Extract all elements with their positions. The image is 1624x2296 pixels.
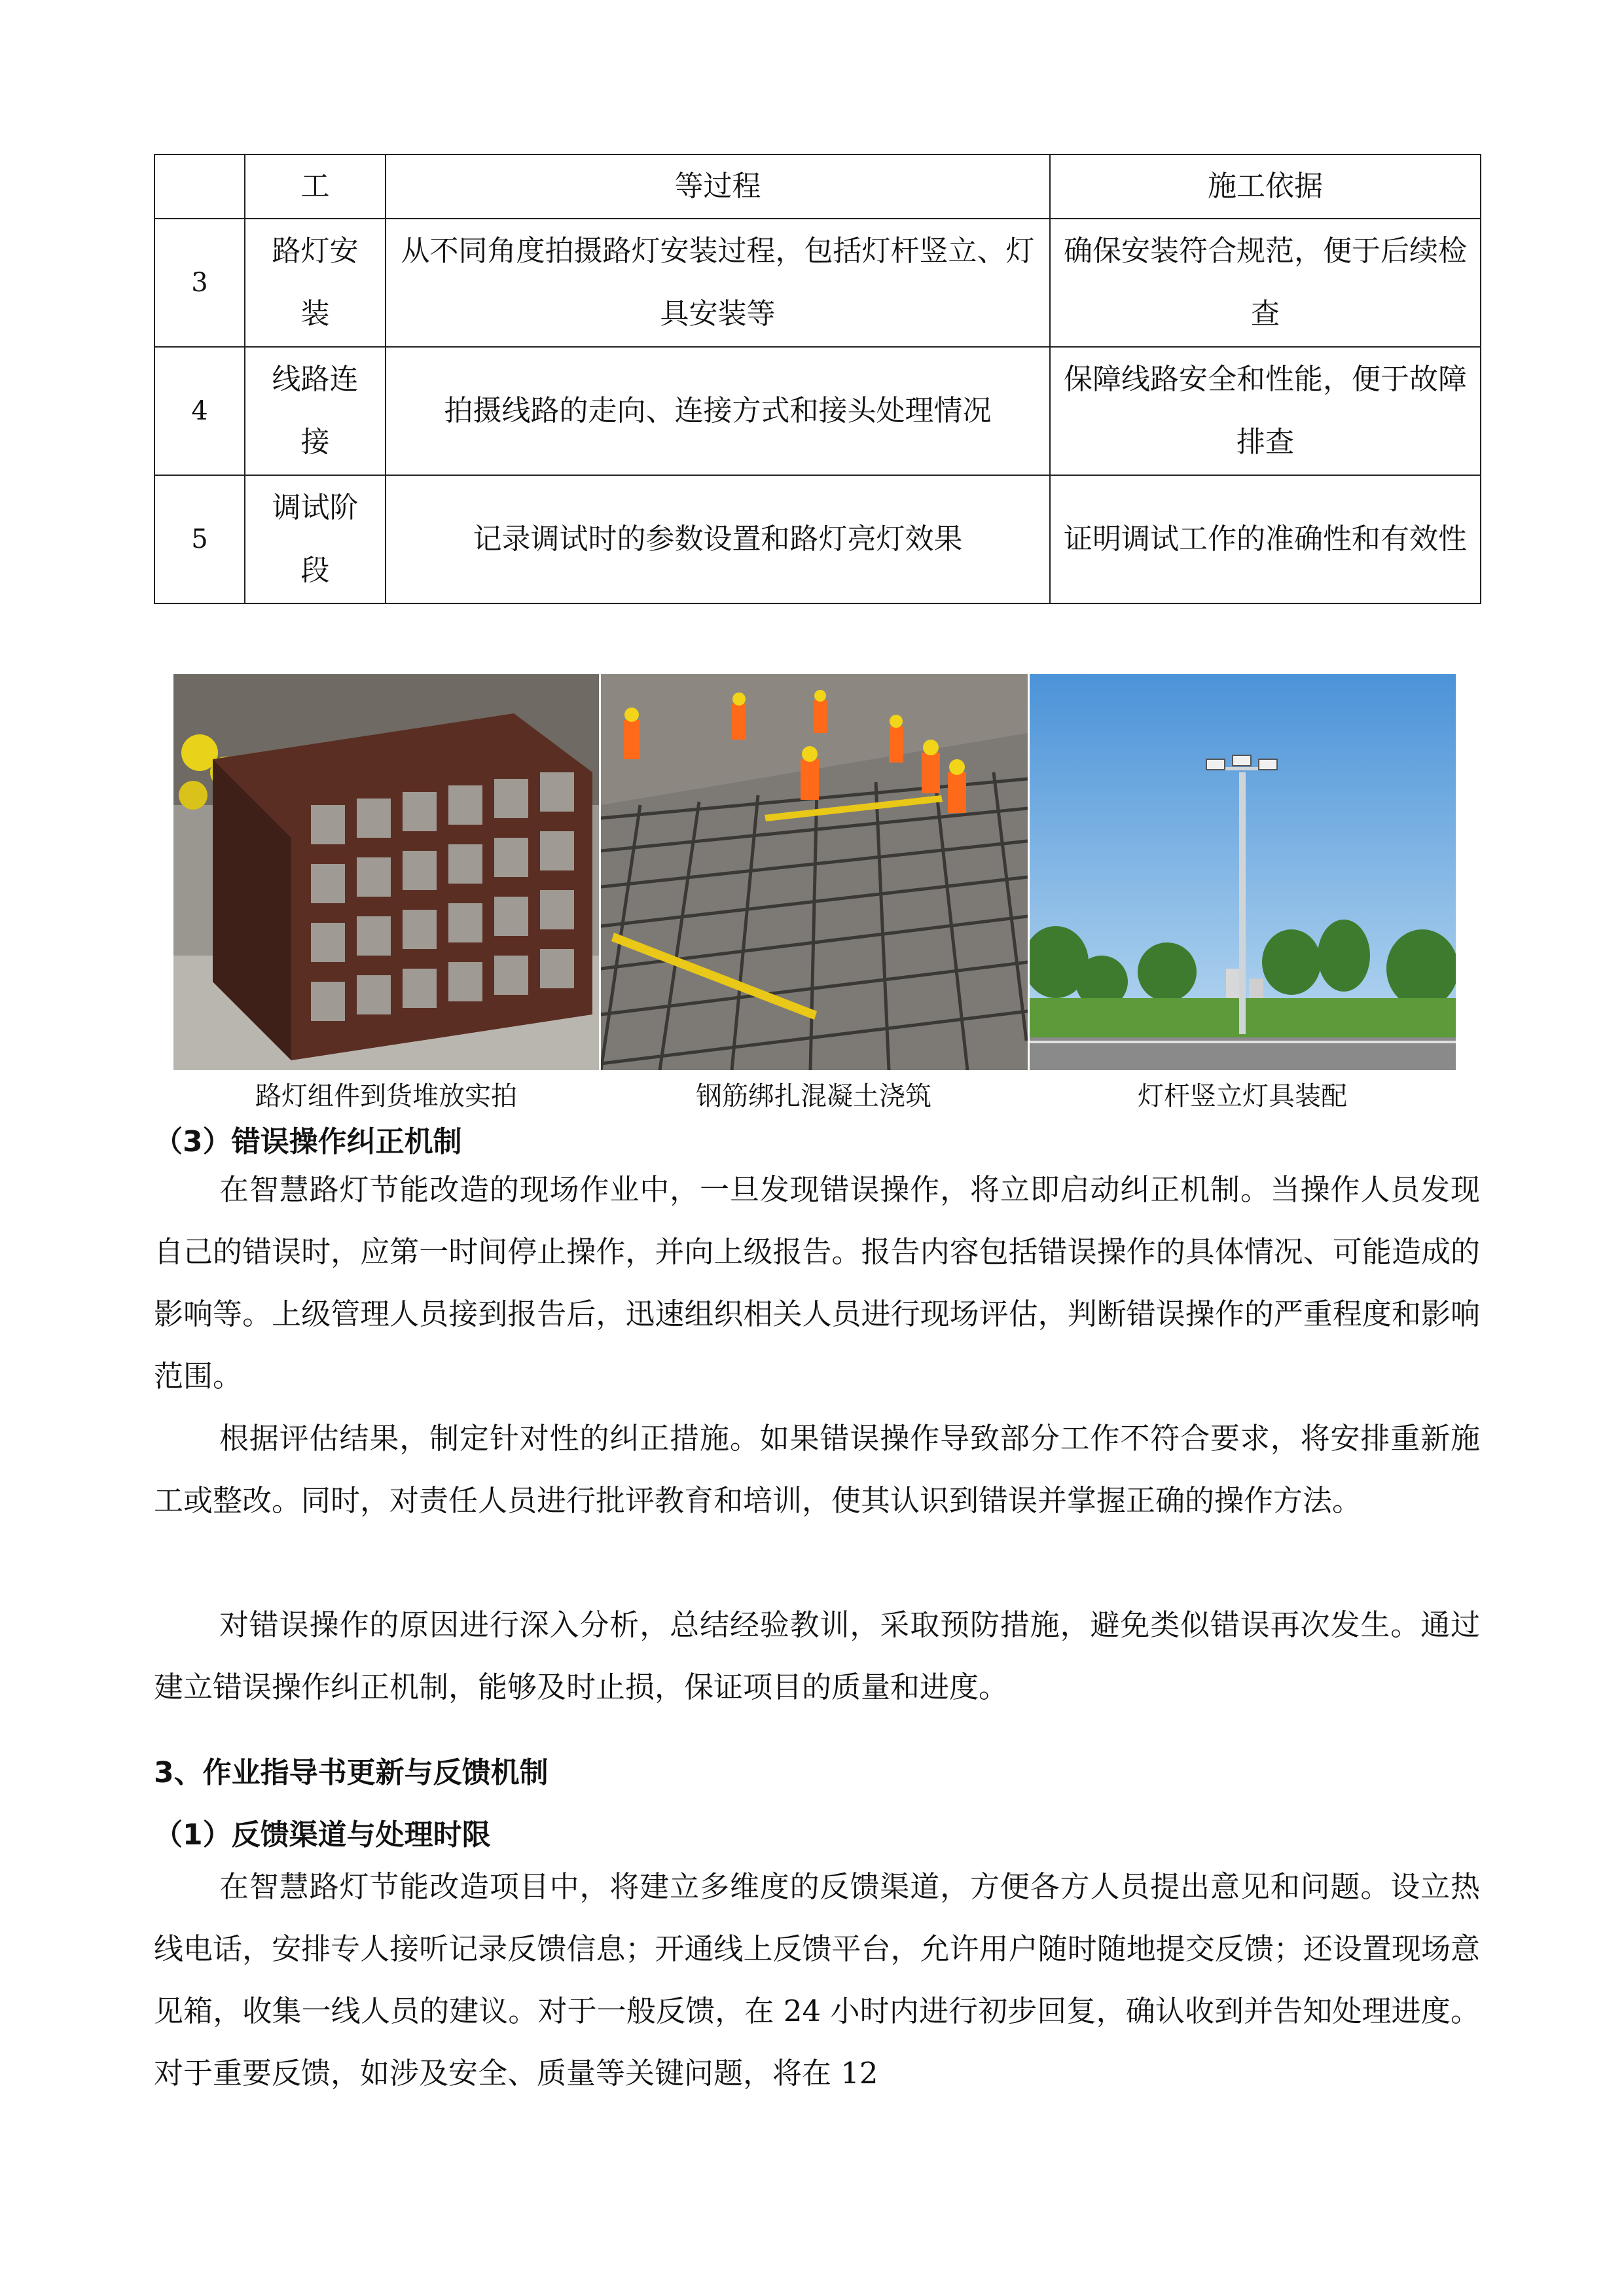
basis-cell: 确保安装符合规范，便于后续检查: [1050, 219, 1481, 347]
stage-line: 路灯安: [272, 234, 359, 268]
basis-cell: 保障线路安全和性能，便于故障排查: [1050, 347, 1481, 475]
paragraph: 对错误操作的原因进行深入分析，总结经验教训，采取预防措施，避免类似错误再次发生。通过建立错误操作纠正机制，能够及时止损，保证项目的质量和进度。: [154, 1607, 1480, 1704]
stage-line: 段: [300, 554, 330, 587]
row-number: 3: [154, 219, 245, 347]
stage-cell: [245, 347, 386, 475]
table-row: [154, 347, 1481, 475]
content-cell: 拍摄线路的走向、连接方式和接头处理情况: [386, 347, 1050, 475]
stage-cell: [245, 475, 386, 603]
stage-line: 线路连: [272, 363, 359, 396]
paragraph: 在智慧路灯节能改造的现场作业中，一旦发现错误操作，将立即启动纠正机制。当操作人员发现自己的错误时，应第一时间停止操作，并向上级报告。报告内容包括错误操作的具体情况、可能造成的影响等。上级管理人员接到报告后，迅速组织相关人员进行现场评估，判断错误操作的严重程度和影响范围。: [154, 1172, 1480, 1393]
figure-caption: 路灯组件到货堆放实拍: [255, 1081, 517, 1111]
stage-cell: [245, 219, 386, 347]
content-cell: 记录调试时的参数设置和路灯亮灯效果: [386, 475, 1050, 603]
photo-rebar-concrete-pouring: [601, 674, 1028, 1070]
figure-caption: 灯杆竖立灯具装配: [1138, 1081, 1347, 1111]
section-heading-guide-update: 3、作业指导书更新与反馈机制: [154, 1756, 549, 1789]
photo-light-components-stacked: [173, 674, 599, 1070]
photo-lamp-pole-installation: [1030, 674, 1456, 1070]
section-heading-feedback-channels: （1）反馈渠道与处理时限: [154, 1818, 491, 1852]
table-cell: 工: [245, 154, 386, 219]
content-cell: 从不同角度拍摄路灯安装过程，包括灯杆竖立、灯具安装等: [386, 219, 1050, 347]
stage-line: 调试阶: [272, 491, 359, 524]
construction-photo-table: [154, 154, 1481, 604]
stage-line: 装: [300, 297, 330, 331]
paragraph: 根据评估结果，制定针对性的纠正措施。如果错误操作导致部分工作不符合要求，将安排重新施工或整改。同时，对责任人员进行批评教育和培训，使其认识到错误并掌握正确的操作方法。: [154, 1421, 1480, 1518]
table-row: [154, 475, 1481, 603]
section-heading-error-correction: （3）错误操作纠正机制: [154, 1125, 462, 1158]
table-header-row: [154, 154, 1481, 219]
stage-line: 接: [300, 425, 330, 459]
table-cell: 等过程: [386, 154, 1050, 219]
basis-cell: 证明调试工作的准确性和有效性: [1050, 475, 1481, 603]
row-number: 5: [154, 475, 245, 603]
table-cell: 施工依据: [1050, 154, 1481, 219]
figure-caption: 钢筋绑扎混凝土浇筑: [696, 1081, 931, 1111]
table-row: [154, 219, 1481, 347]
row-number: 4: [154, 347, 245, 475]
paragraph: 在智慧路灯节能改造项目中，将建立多维度的反馈渠道，方便各方人员提出意见和问题。设立热线电话，安排专人接听记录反馈信息；开通线上反馈平台，允许用户随时随地提交反馈；还设置现场意见箱，收集一线人员的建议。对于一般反馈，在 24 小时内进行初步回复，确认收到并告知处理进度。对于重要反馈，如涉及安全、质量等关键问题，将在 12: [154, 1869, 1480, 2090]
table-cell: [154, 154, 245, 219]
